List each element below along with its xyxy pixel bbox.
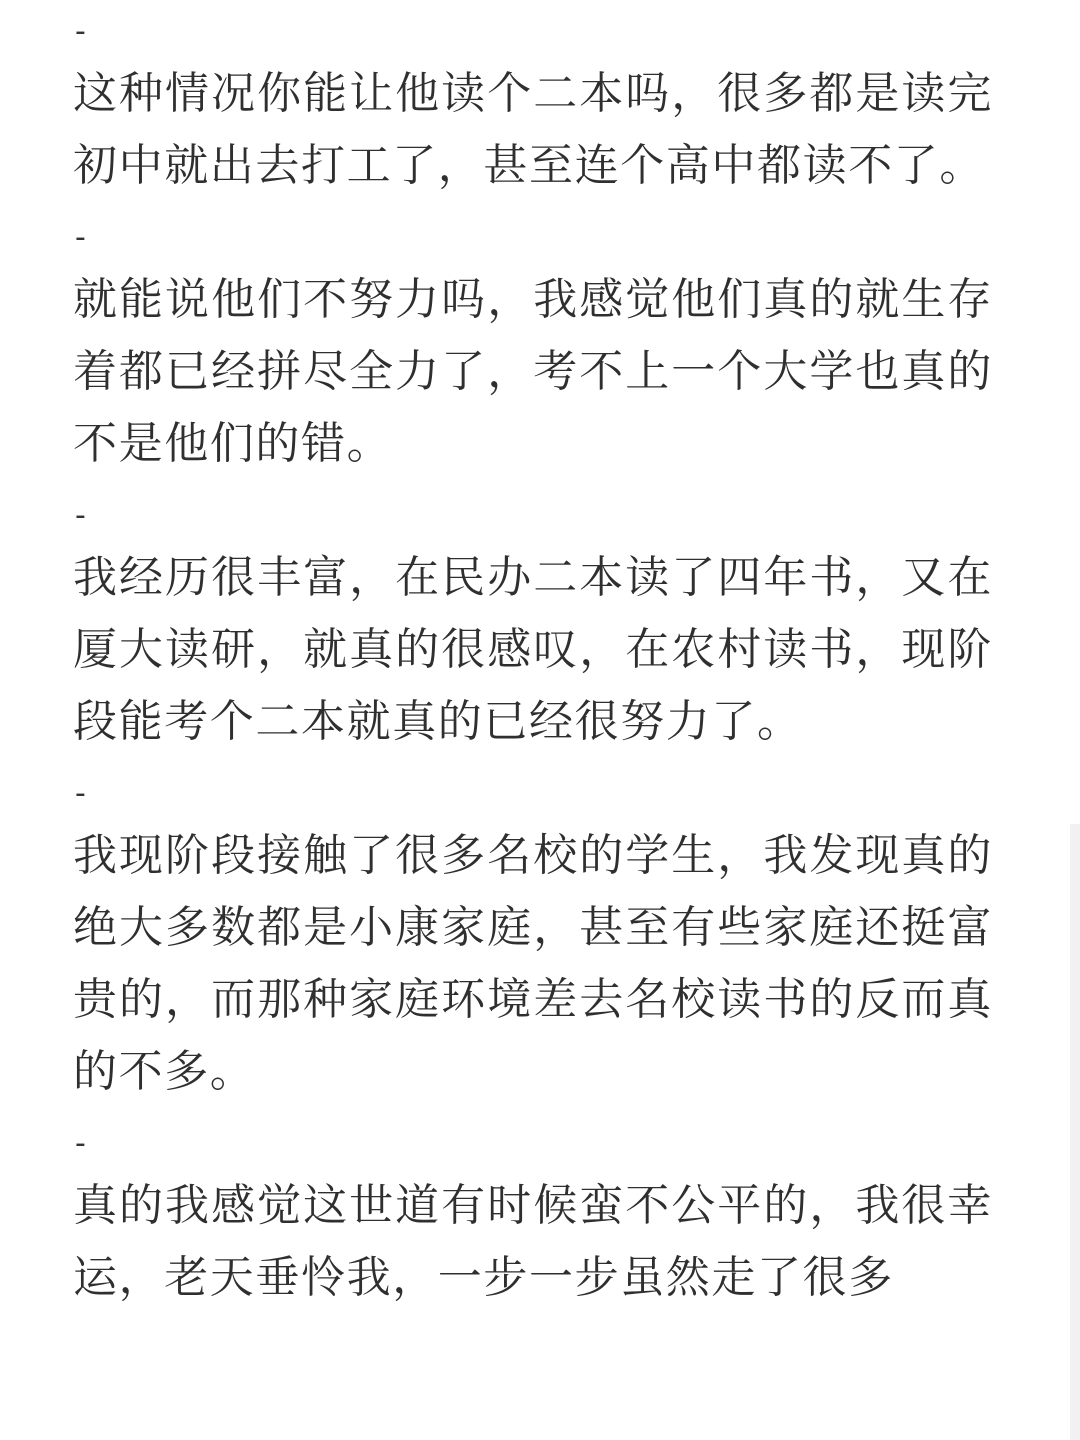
paragraph-3: 我经历很丰富，在民办二本读了四年书，又在厦大读研，就真的很感叹，在农村读书，现阶段能考个二本就真的已经很努力了。 bbox=[73, 552, 993, 747]
document-body bbox=[73, 6, 993, 1314]
separator-dash: - bbox=[75, 220, 86, 255]
separator-dash: - bbox=[75, 498, 86, 533]
paragraph-4: 我现阶段接触了很多名校的学生，我发现真的绝大多数都是小康家庭，甚至有些家庭还挺富贵的，而那种家庭环境差去名校读书的反而真的不多。 bbox=[73, 830, 993, 1097]
separator-dash: - bbox=[75, 14, 86, 49]
scrollbar-track[interactable] bbox=[1070, 824, 1080, 1440]
paragraph-2: 就能说他们不努力吗，我感觉他们真的就生存着都已经拼尽全力了，考不上一个大学也真的不是他们的错。 bbox=[73, 274, 993, 469]
paragraph-5: 真的我感觉这世道有时候蛮不公平的，我很幸运，老天垂怜我，一步一步虽然走了很多 bbox=[73, 1180, 993, 1303]
paragraph-1: 这种情况你能让他读个二本吗，很多都是读完初中就出去打工了，甚至连个高中都读不了。 bbox=[73, 68, 993, 191]
separator-dash: - bbox=[75, 1126, 86, 1161]
separator-dash: - bbox=[75, 776, 86, 811]
